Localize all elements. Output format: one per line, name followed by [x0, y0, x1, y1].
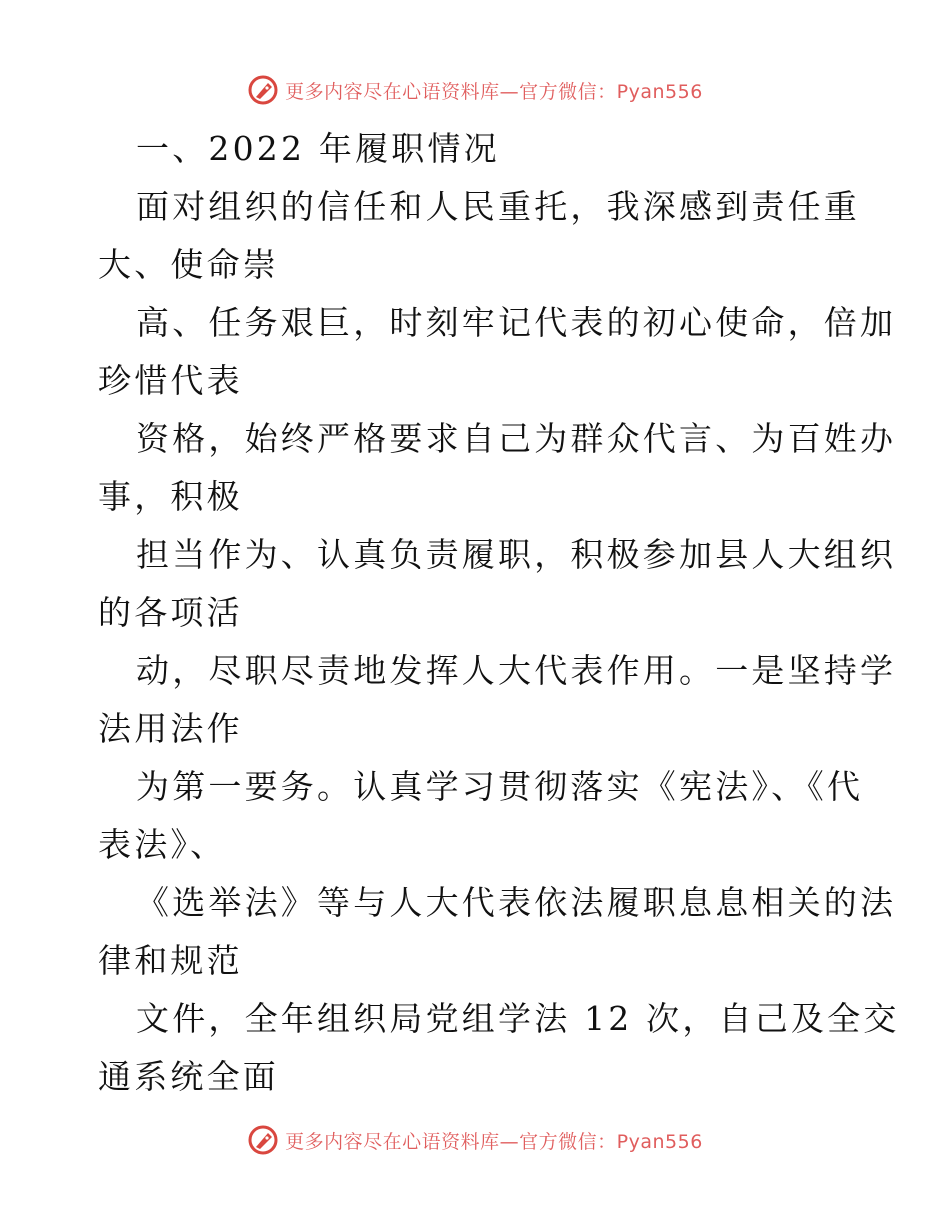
paragraph-line: 大、使命崇	[98, 245, 279, 284]
watermark-text: 更多内容尽在心语资料库—官方微信：Pyan556	[285, 1130, 703, 1153]
pen-nib-logo-icon	[247, 74, 279, 106]
paragraph-line: 法用法作	[98, 709, 243, 748]
paragraph-line: 动，尽职尽责地发挥人大代表作用。一是坚持学	[136, 651, 897, 690]
paragraph-line: 通系统全面	[98, 1057, 279, 1096]
paragraph-line: 担当作为、认真负责履职，积极参加县人大组织	[136, 535, 897, 574]
document-body	[98, 120, 900, 1106]
paragraph-line: 高、任务艰巨，时刻牢记代表的初心使命，倍加	[136, 303, 897, 342]
paragraph-line: 为第一要务。认真学习贯彻落实《宪法》、《代	[136, 767, 864, 806]
paragraph-line: 珍惜代表	[98, 361, 243, 400]
paragraph-line: 表法》、	[98, 825, 227, 864]
paragraph-line: 文件，全年组织局党组学法 12 次，自己及全交	[136, 999, 900, 1038]
paragraph-line: 《选举法》等与人大代表依法履职息息相关的法	[136, 883, 897, 922]
paragraph-line: 面对组织的信任和人民重托，我深感到责任重	[136, 187, 860, 226]
paragraph-line: 的各项活	[98, 593, 243, 632]
pen-nib-logo-icon	[247, 1124, 279, 1156]
paragraph-line: 资格，始终严格要求自己为群众代言、为百姓办	[136, 419, 897, 458]
header-watermark-banner	[0, 70, 950, 110]
watermark-text: 更多内容尽在心语资料库—官方微信：Pyan556	[285, 80, 703, 103]
section-heading: 一、2022 年履职情况	[136, 129, 500, 168]
footer-watermark-banner	[0, 1120, 950, 1160]
paragraph-line: 律和规范	[98, 941, 243, 980]
paragraph-line: 事，积极	[98, 477, 243, 516]
